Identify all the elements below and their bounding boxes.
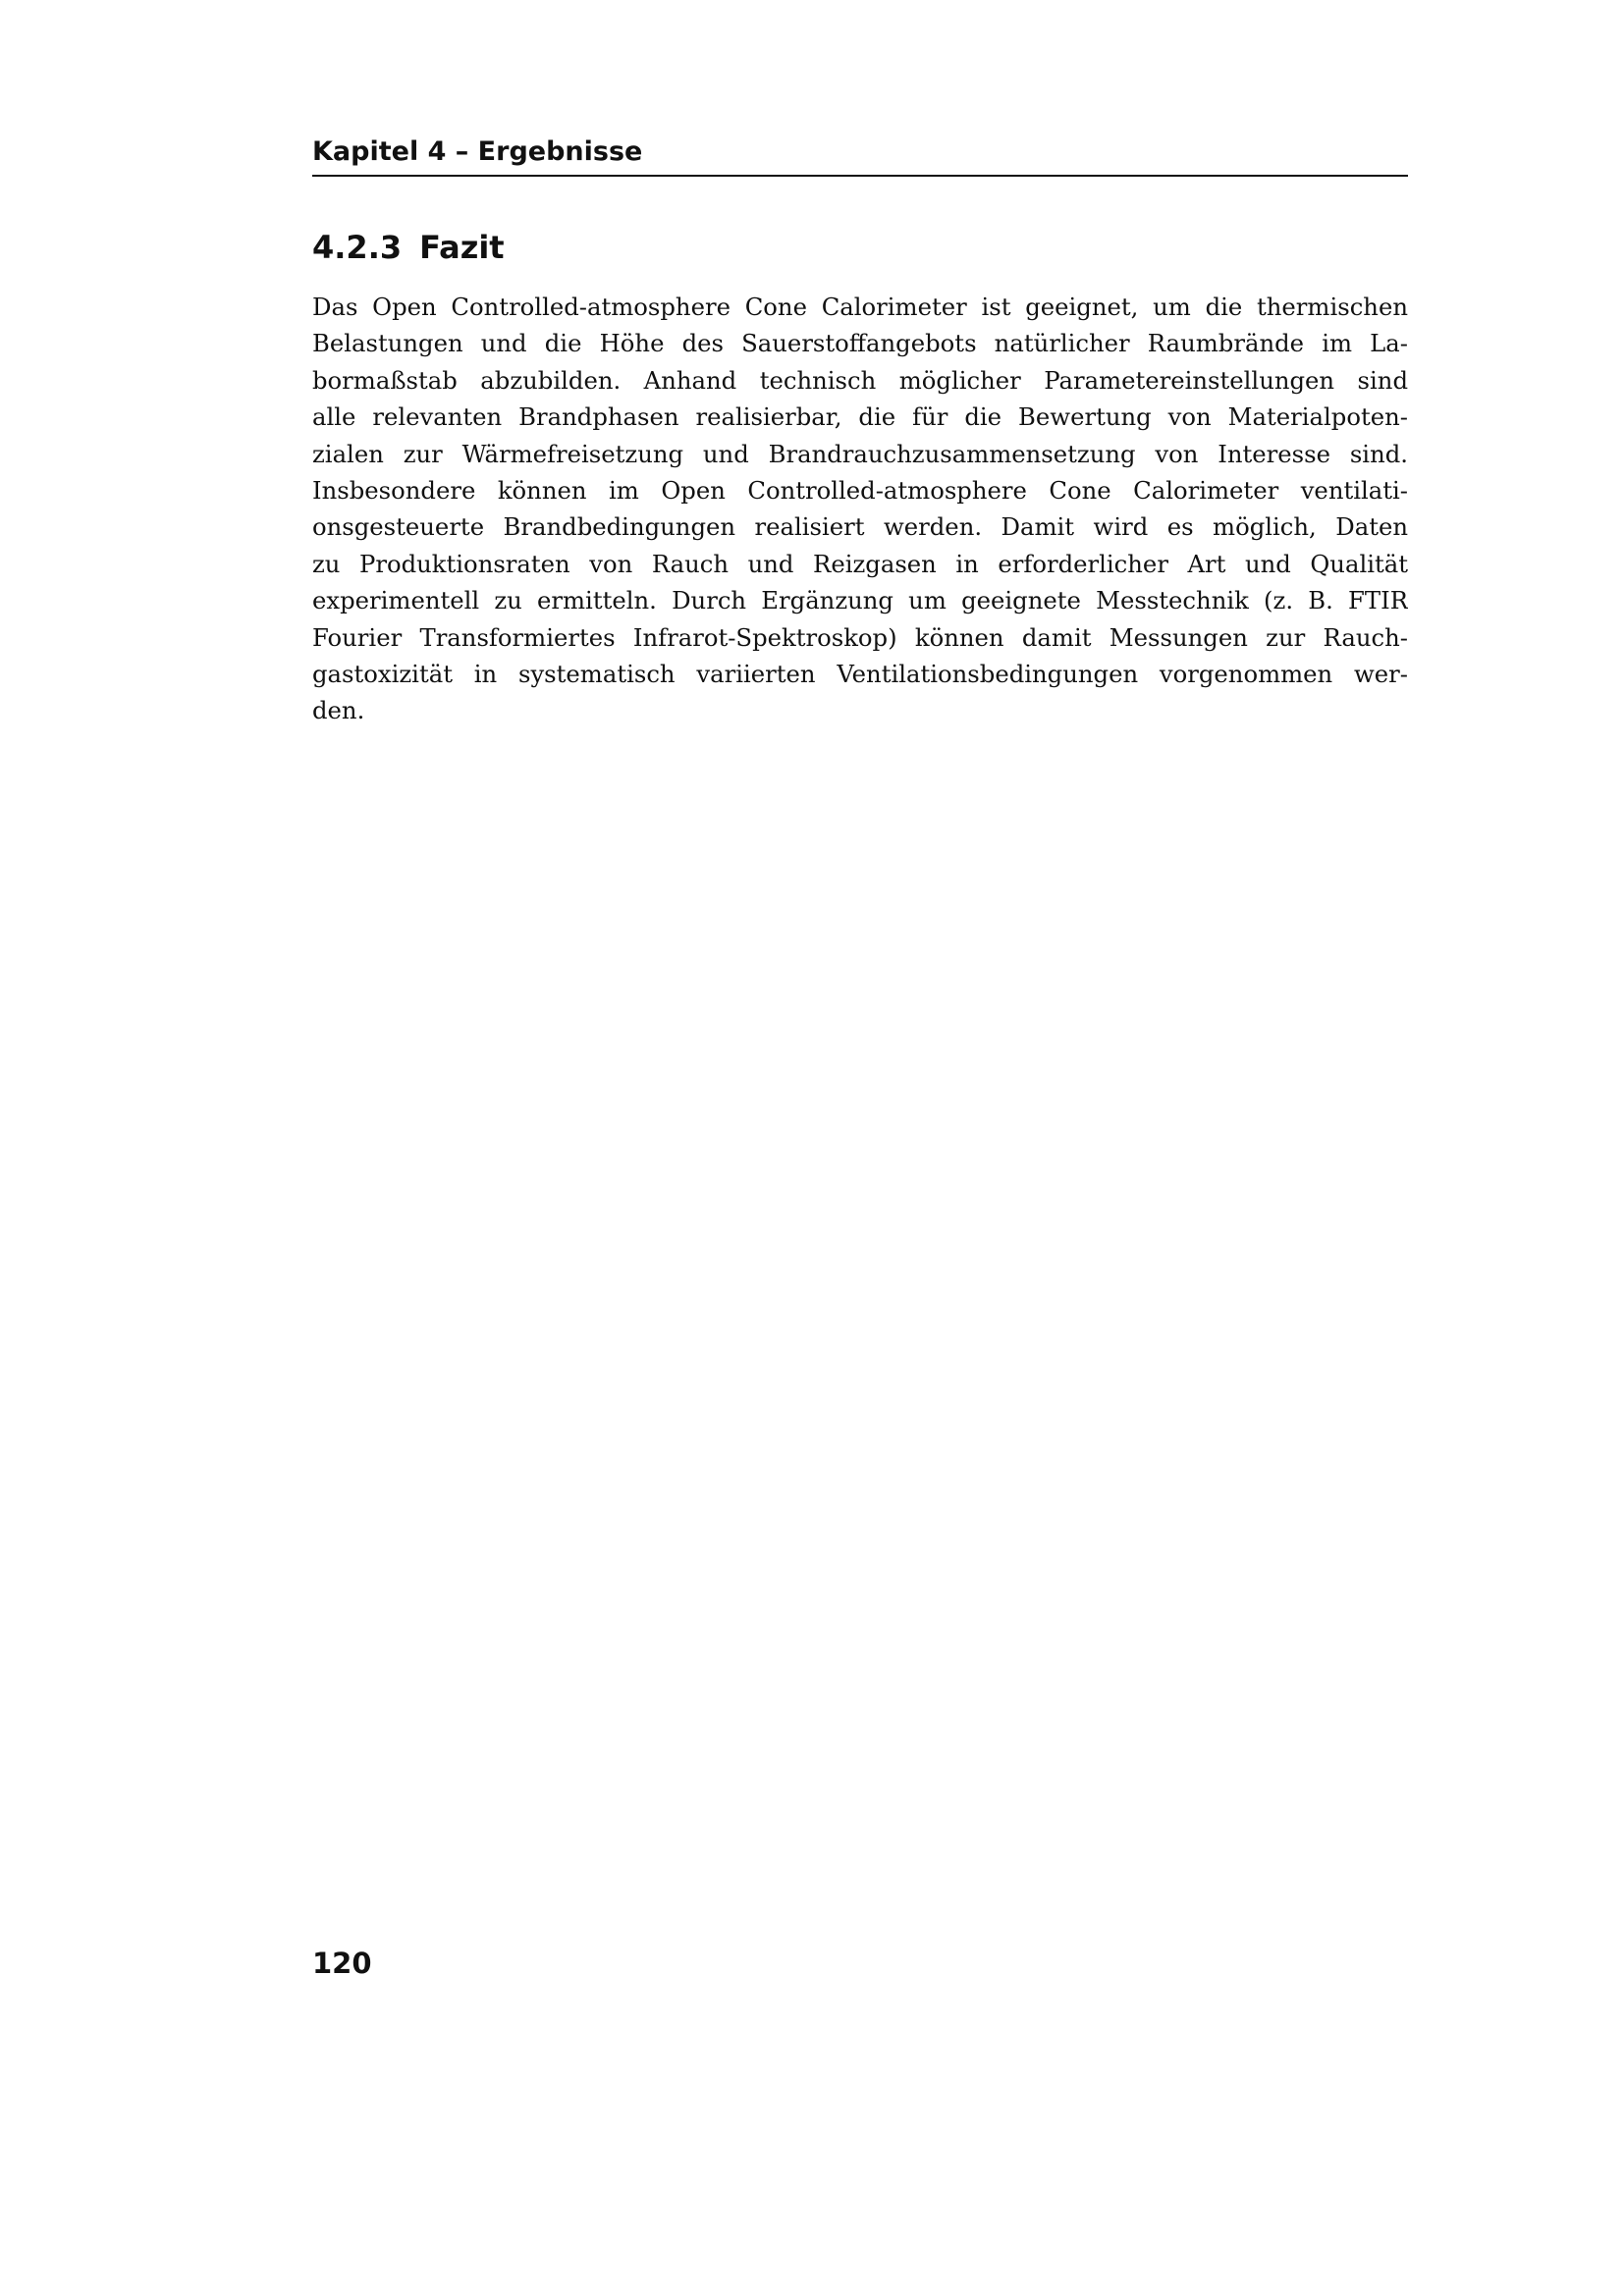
paragraph-line: bormaßstab abzubilden. Anhand technisch möglicher Parametereinstellungen sind xyxy=(312,365,1408,395)
paragraph-line: Belastungen und die Höhe des Sauerstoffangebots natürlicher Raumbrände im La- xyxy=(312,329,1408,358)
paragraph-line: Insbesondere können im Open Controlled-atmosphere Cone Calorimeter ventilati- xyxy=(312,476,1408,506)
paragraph-line: alle relevanten Brandphasen realisierbar, die für die Bewertung von Materialpoten- xyxy=(312,402,1408,432)
section-heading xyxy=(312,228,1408,267)
section-title: Fazit xyxy=(419,229,505,266)
paragraph-line: onsgesteuerte Brandbedingungen realisiert werden. Damit wird es möglich, Daten xyxy=(312,512,1408,542)
page-number: 120 xyxy=(312,1947,372,1980)
paragraph-line: zialen zur Wärmefreisetzung und Brandrauchzusammensetzung von Interesse sind. xyxy=(312,439,1408,468)
paragraph-line: experimentell zu ermitteln. Durch Ergänzung um geeignete Messtechnik (z. B. FTIR xyxy=(312,586,1408,615)
paragraph-line: Fourier Transformiertes Infrarot-Spektroskop) können damit Messungen zur Rauch- xyxy=(312,622,1408,652)
paragraph-line: gastoxizität in systematisch variierten Ventilationsbedingungen vorgenommen wer- xyxy=(312,660,1408,689)
running-header: Kapitel 4 – Ergebnisse xyxy=(312,135,1408,177)
body-paragraph xyxy=(312,289,1408,729)
paragraph-line: den. xyxy=(312,696,365,725)
paragraph-line: zu Produktionsraten von Rauch und Reizgasen in erforderlicher Art und Qualität xyxy=(312,549,1408,578)
section-number: 4.2.3 xyxy=(312,229,403,266)
paragraph-line: Das Open Controlled-atmosphere Cone Calorimeter ist geeignet, um die thermischen xyxy=(312,293,1408,321)
